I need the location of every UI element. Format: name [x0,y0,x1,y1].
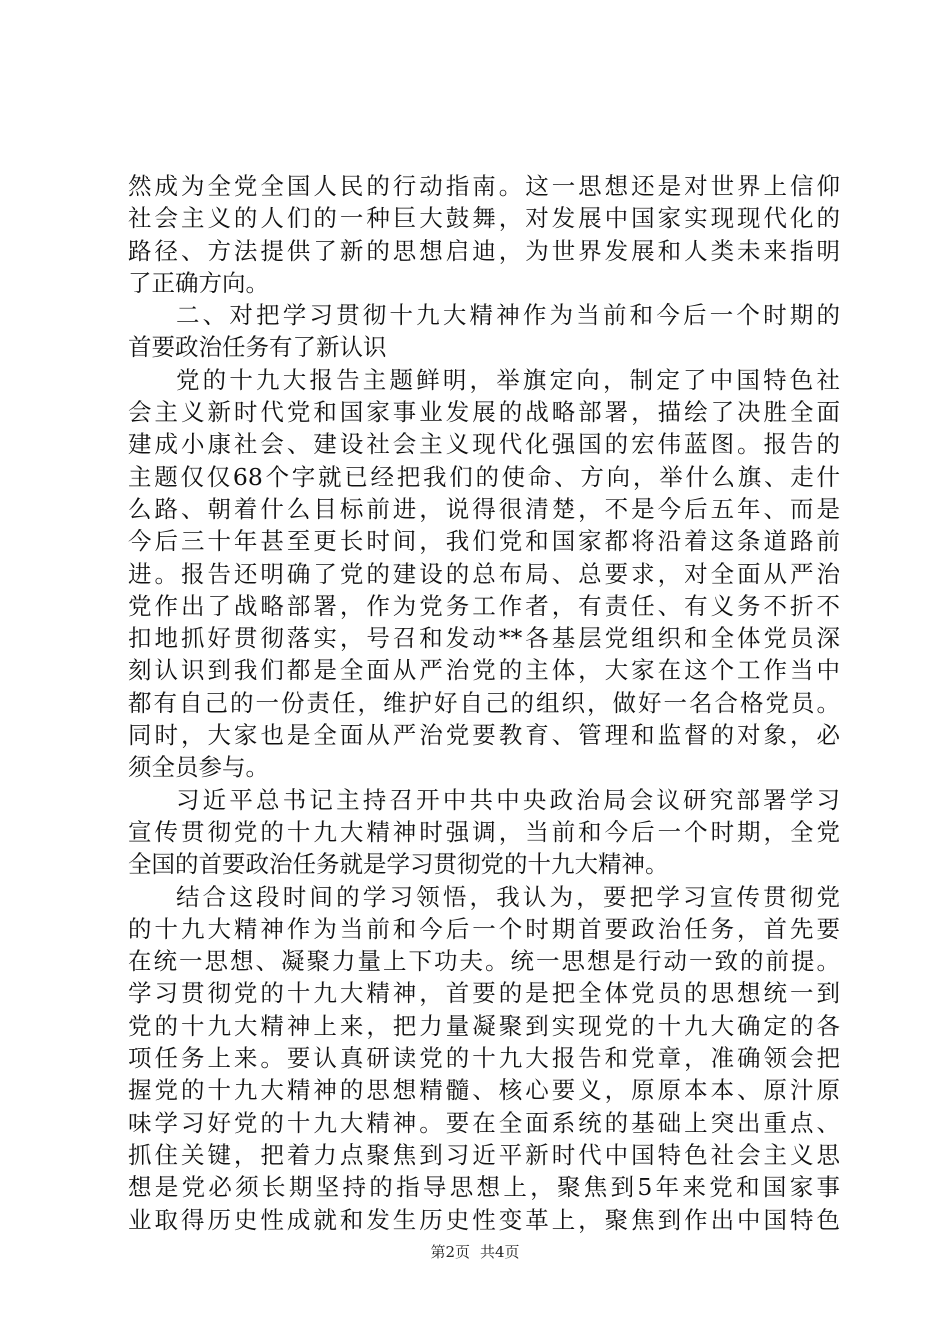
text-line: 然成为全党全国人民的行动指南。这一思想还是对世界上信仰 [128,172,840,200]
text-line: 项任务上来。要认真研读党的十九大报告和党章，准确领会把 [128,1044,840,1073]
text-line: 扣地抓好贯彻落实，号召和发动**各基层党组织和全体党员深 [128,624,840,653]
text-line: 握党的十九大精神的思想精髓、核心要义，原原本本、原汁原 [128,1076,840,1105]
text-line: 今后三十年甚至更长时间，我们党和国家都将沿着这条道路前 [128,527,840,556]
text-line: 习近平总书记主持召开中共中央政治局会议研究部署学习 [176,785,840,814]
text-line: 想是党必须长期坚持的指导思想上，聚焦到5年来党和国家事 [128,1173,840,1202]
text-line: 建成小康社会、建设社会主义现代化强国的宏伟蓝图。报告的 [128,430,840,459]
text-line: 业取得历史性成就和发生历史性变革上，聚焦到作出中国特色 [128,1205,840,1234]
text-line: 的十九大精神作为当前和今后一个时期首要政治任务，首先要 [128,914,840,943]
document-body [128,170,840,1236]
text-line: 首要政治任务有了新认识 [128,333,387,362]
text-line: 党的十九大精神上来，把力量凝聚到实现党的十九大确定的各 [128,1011,840,1040]
text-line: 二、对把学习贯彻十九大精神作为当前和今后一个时期的 [176,301,840,330]
page-total: 共4页 [480,1243,520,1261]
text-line: 路径、方法提供了新的思想启迪，为世界发展和人类未来指明 [128,236,840,265]
page-number: 第2页 [430,1243,470,1261]
text-line: 味学习好党的十九大精神。要在全面系统的基础上突出重点、 [128,1108,840,1137]
text-line: 同时，大家也是全面从严治党要教育、管理和监督的对象，必 [128,721,840,750]
text-line: 结合这段时间的学习领悟，我认为，要把学习宣传贯彻党 [176,882,840,911]
text-line: 刻认识到我们都是全面从严治党的主体，大家在这个工作当中 [128,656,840,685]
text-line: 学习贯彻党的十九大精神，首要的是把全体党员的思想统一到 [128,979,840,1008]
text-line: 会主义新时代党和国家事业发展的战略部署，描绘了决胜全面 [128,398,840,427]
text-line: 社会主义的人们的一种巨大鼓舞，对发展中国家实现现代化的 [128,204,840,233]
text-line: 宣传贯彻党的十九大精神时强调，当前和今后一个时期，全党 [128,817,840,846]
text-line: 须全员参与。 [128,753,269,782]
text-line: 党作出了战略部署，作为党务工作者，有责任、有义务不折不 [128,591,840,620]
text-line: 了正确方向。 [128,268,269,297]
text-line: 主题仅仅68个字就已经把我们的使命、方向，举什么旗、走什 [128,462,840,491]
text-line: 都有自己的一份责任，维护好自己的组织，做好一名合格党员。 [128,688,840,717]
text-line: 抓住关键，把着力点聚焦到习近平新时代中国特色社会主义思 [128,1140,840,1169]
text-line: 在统一思想、凝聚力量上下功夫。统一思想是行动一致的前提。 [128,947,840,976]
page-footer [0,1242,950,1262]
text-line: 进。报告还明确了党的建设的总布局、总要求，对全面从严治 [128,559,840,588]
text-line: 么路、朝着什么目标前进，说得很清楚，不是今后五年、而是 [128,494,840,523]
text-line: 党的十九大报告主题鲜明，举旗定向，制定了中国特色社 [176,365,840,394]
text-line: 全国的首要政治任务就是学习贯彻党的十九大精神。 [128,850,669,879]
